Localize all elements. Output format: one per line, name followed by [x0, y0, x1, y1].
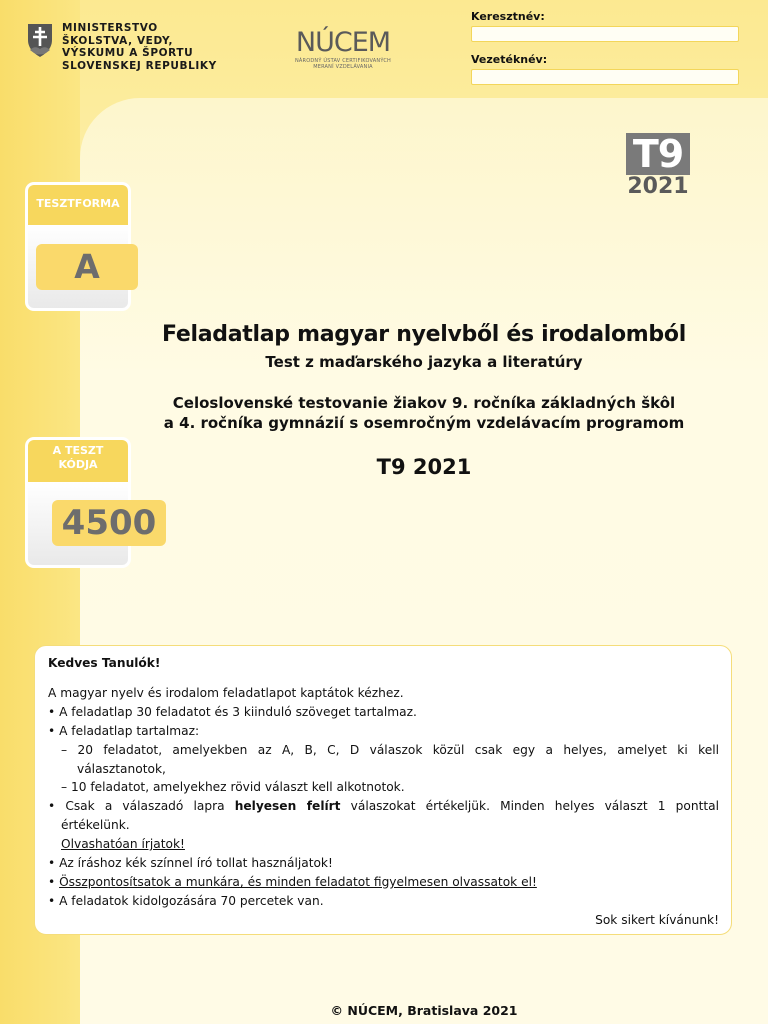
footer-copyright: © NÚCEM, Bratislava 2021	[330, 1003, 518, 1018]
instructions-box	[34, 645, 732, 935]
instruction-bullet: • A feladatlap 30 feladatot és 3 kiinduló szöveget tartalmaz.	[48, 704, 417, 719]
instruction-subitem: – 10 feladatot, amelyekhez rövid választ kell alkotnotok.	[61, 780, 405, 795]
badge-code: T9	[626, 133, 690, 175]
nucem-logo	[283, 28, 403, 70]
nucem-logo-text: NÚCEM	[295, 27, 391, 58]
instruction-line: A magyar nyelv és irodalom feladatlapot kaptátok kézhez.	[48, 685, 404, 700]
instruction-underlined: Összpontosítsatok a munkára, és minden feladatot figyelmesen olvassatok el!	[59, 874, 537, 889]
last-name-label: Vezetéknév:	[471, 53, 548, 66]
instruction-subitem: – 20 feladatot, amelyekben az A, B, C, D válaszok közül csak egy a helyes, amelyet ki kell	[61, 742, 719, 757]
nucem-subtitle: NÁRODNÝ ÚSTAV CERTIFIKOVANÝCH	[294, 58, 391, 64]
instruction-text: • Csak a válaszadó lapra	[48, 799, 235, 814]
test-code-value: 4500	[52, 500, 166, 546]
ministry-line: ŠKOLSTVA, VEDY,	[62, 34, 174, 47]
instruction-bullet	[48, 873, 719, 892]
test-code-label-line: KÓDJA	[58, 458, 98, 471]
test-description-line: Celoslovenské testovanie žiakov 9. ročníka základných škôl	[172, 394, 676, 412]
instruction-bullet-cont: értékelünk.	[61, 818, 130, 833]
test-badge	[626, 133, 690, 199]
test-form-label: TESZTFORMA	[28, 185, 128, 225]
instruction-subitem-cont: választanotok,	[77, 761, 166, 776]
name-block	[471, 10, 743, 96]
page-title: Feladatlap magyar nyelvből és irodalomból	[162, 322, 686, 347]
instruction-bullet	[48, 797, 719, 816]
instruction-emphasis: helyesen felírt	[234, 799, 341, 814]
test-form-value: A	[36, 244, 138, 290]
instruction-bullet: • A feladatok kidolgozására 70 percetek van.	[48, 893, 324, 908]
first-name-label: Keresztnév:	[471, 10, 545, 23]
ministry-logo	[26, 22, 217, 72]
ministry-name	[62, 22, 217, 72]
ministry-line: MINISTERSTVO	[62, 22, 158, 34]
ministry-line: SLOVENSKEJ REPUBLIKY	[62, 59, 217, 72]
coat-of-arms-icon	[26, 22, 54, 58]
ministry-line: VÝSKUMU A ŠPORTU	[62, 47, 194, 60]
test-code-title: T9 2021	[376, 455, 472, 479]
instruction-underlined: Olvashatóan írjatok!	[61, 837, 185, 852]
first-name-field[interactable]	[471, 26, 739, 42]
badge-year: 2021	[627, 174, 689, 199]
instruction-bullet: • A feladatlap tartalmaz:	[48, 723, 200, 738]
test-description-line: a 4. ročníka gymnázií s osemročným vzdelávacím programom	[163, 414, 685, 432]
instruction-bullet-mark: •	[48, 874, 60, 889]
page-subtitle: Test z maďarského jazyka a literatúry	[265, 353, 583, 371]
last-name-field[interactable]	[471, 69, 739, 85]
instructions-closing: Sok sikert kívánunk!	[595, 912, 719, 927]
instructions-greeting: Kedves Tanulók!	[48, 656, 161, 670]
instruction-text: válaszokat értékeljük. Minden helyes választ 1 ponttal	[340, 799, 719, 814]
nucem-subtitle: MERANÍ VZDELÁVANIA	[313, 64, 373, 70]
instruction-bullet: • Az íráshoz kék színnel író tollat használjatok!	[48, 856, 333, 871]
test-code-label-line: A TESZT	[52, 444, 104, 457]
